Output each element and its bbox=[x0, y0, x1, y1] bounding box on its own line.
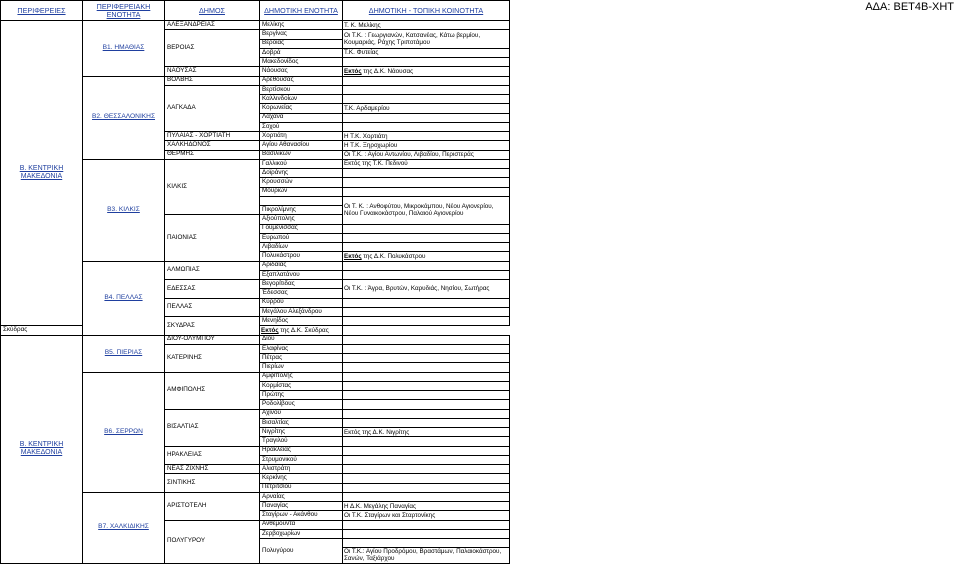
municipal-unit-cell: Γουμένισσας bbox=[260, 224, 343, 233]
header-community: ΔΗΜΟΤΙΚΗ - ΤΟΠΙΚΗ ΚΟΙΝΟΤΗΤΑ bbox=[343, 1, 510, 21]
municipal-unit-cell: Μεγάλου Αλεξάνδρου bbox=[260, 307, 343, 316]
municipal-unit-cell: Σταγίρων - Ακάνθου bbox=[260, 511, 343, 520]
community-cell: Εκτός της Τ.Κ. Πεδινού bbox=[343, 159, 510, 168]
community-cell bbox=[343, 446, 510, 455]
community-cell bbox=[343, 391, 510, 400]
municipality-cell: ΠΥΛΑΙΑΣ - ΧΟΡΤΙΑΤΗ bbox=[165, 132, 260, 141]
municipal-unit-cell: Βερτίσκου bbox=[260, 85, 343, 94]
community-cell: Οι Τ.Κ. : Αγίου Αντωνίου, Λιβαδίου, Περιστεράς bbox=[343, 150, 510, 159]
municipal-unit-cell: Αρεθούσας bbox=[260, 76, 343, 85]
header-regional-unit: ΠΕΡΙΦΕΡΕΙΑΚΗ ΕΝΟΤΗΤΑ bbox=[83, 1, 165, 21]
municipal-unit-cell: Μουριών bbox=[260, 187, 343, 196]
municipal-unit-cell: Ευρωπού bbox=[260, 233, 343, 242]
header-municipality: ΔΗΜΟΣ bbox=[165, 1, 260, 21]
municipal-unit-cell: Νιγρίτης bbox=[260, 428, 343, 437]
municipality-cell: ΑΛΜΩΠΙΑΣ bbox=[165, 261, 260, 280]
community-cell bbox=[343, 492, 510, 501]
municipal-unit-cell: Μενηίδος bbox=[260, 317, 343, 326]
community-cell bbox=[343, 113, 510, 122]
community-cell bbox=[343, 67, 510, 76]
municipality-cell: ΧΑΛΚΗΔΟΝΟΣ bbox=[165, 141, 260, 150]
community-cell bbox=[343, 372, 510, 381]
municipal-unit-cell: Ανθεμούντα bbox=[260, 520, 343, 529]
community-cell bbox=[343, 252, 510, 261]
community-cell bbox=[343, 520, 510, 529]
municipal-unit-cell: Ροδολίβους bbox=[260, 400, 343, 409]
municipality-cell: ΒΙΣΑΛΤΙΑΣ bbox=[165, 409, 260, 446]
municipal-unit-cell: Αγίου Αθανασίου bbox=[260, 141, 343, 150]
municipal-unit-cell: Βεργίνας bbox=[260, 30, 343, 39]
unit-cell: Β2. ΘΕΣΣΑΛΟΝΙΚΗΣ bbox=[83, 76, 165, 159]
community-note: της Δ.Κ. Νάουσας bbox=[363, 67, 414, 75]
community-cell bbox=[343, 483, 510, 492]
community-cell bbox=[343, 418, 510, 427]
community-cell bbox=[343, 354, 510, 363]
community-cell: Οι Τ.Κ.: Αγίου Προδρόμου, Βραστάμων, Παλαιοκάστρου, Σανών, Ταξιάρχου bbox=[343, 548, 510, 563]
municipality-cell: ΒΕΡΟΙΑΣ bbox=[165, 30, 260, 67]
municipality-cell: ΠΕΛΛΑΣ bbox=[165, 298, 260, 317]
community-cell bbox=[343, 409, 510, 418]
municipal-unit-cell: Κύρρου bbox=[260, 298, 343, 307]
municipal-unit-cell: Λαχανά bbox=[260, 113, 343, 122]
municipal-unit-cell: Μακεδονίδος bbox=[260, 58, 343, 67]
municipal-unit-cell: Καλλινδοίων bbox=[260, 95, 343, 104]
community-cell bbox=[343, 169, 510, 178]
community-cell bbox=[343, 224, 510, 233]
community-cell: Η Τ.Κ. Χορτιάτη bbox=[343, 132, 510, 141]
community-cell bbox=[343, 437, 510, 446]
municipal-unit-cell: Βεγορίτιδας bbox=[260, 280, 343, 289]
municipal-unit-cell: Δοβρά bbox=[260, 48, 343, 57]
community-cell bbox=[343, 270, 510, 279]
region-cell: Β. ΚΕΝΤΡΙΚΗ ΜΑΚΕΔΟΝΙΑ bbox=[1, 21, 83, 326]
municipality-cell: ΠΟΛΥΓΥΡΟΥ bbox=[165, 520, 260, 563]
community-cell bbox=[343, 261, 510, 270]
municipality-cell: ΛΑΓΚΑΔΑ bbox=[165, 85, 260, 131]
municipal-unit-cell: Μελίκης bbox=[260, 21, 343, 30]
community-cell bbox=[343, 58, 510, 67]
community-cell bbox=[343, 187, 510, 196]
municipal-unit-cell: Κερκίνης bbox=[260, 474, 343, 483]
ada-code: ΑΔΑ: ΒΕΤ4Β-ΧΗΤ bbox=[865, 1, 954, 13]
community-cell bbox=[343, 95, 510, 104]
municipality-cell: ΑΡΙΣΤΟΤΕΛΗ bbox=[165, 492, 260, 520]
municipal-unit-cell: Τραγιλού bbox=[260, 437, 343, 446]
municipal-unit-cell: Πέτρας bbox=[260, 354, 343, 363]
except-label: Εκτός bbox=[344, 252, 362, 260]
municipal-unit-cell: Κρουσσών bbox=[260, 178, 343, 187]
community-cell: Εκτός της Δ.Κ. Νιγρίτης bbox=[343, 428, 510, 437]
municipality-cell: ΗΡΑΚΛΕΙΑΣ bbox=[165, 446, 260, 465]
municipal-unit-cell: Χορτιάτη bbox=[260, 132, 343, 141]
municipal-unit-cell: Αχινού bbox=[260, 409, 343, 418]
municipality-cell: ΣΙΝΤΙΚΗΣ bbox=[165, 474, 260, 493]
municipality-cell: ΚΑΤΕΡΙΝΗΣ bbox=[165, 344, 260, 372]
municipal-unit-cell: Πολυκάστρου bbox=[260, 252, 343, 261]
community-cell: Η Δ.Κ. Μεγάλης Παναγίας bbox=[343, 502, 510, 511]
municipal-unit-cell bbox=[260, 196, 343, 205]
community-cell bbox=[343, 243, 510, 252]
municipal-unit-cell: Πετριτσίου bbox=[260, 483, 343, 492]
community-cell bbox=[343, 363, 510, 372]
community-cell bbox=[343, 307, 510, 316]
community-note: της Δ.Κ. Σκύδρας bbox=[280, 326, 329, 334]
municipal-unit-cell: Σοχού bbox=[260, 122, 343, 131]
municipal-unit-cell: Αμφίπολης bbox=[260, 372, 343, 381]
community-cell: Τ. Κ. Μελίκης bbox=[343, 21, 510, 30]
community-cell: Η Τ.Κ. Ξηροχωρίου bbox=[343, 141, 510, 150]
community-cell bbox=[343, 76, 510, 85]
community-cell bbox=[343, 335, 510, 344]
unit-cell: Β5. ΠΙΕΡΙΑΣ bbox=[83, 335, 165, 372]
community-cell bbox=[343, 122, 510, 131]
table-row bbox=[1, 21, 510, 30]
community-cell bbox=[343, 455, 510, 464]
table-row bbox=[1, 335, 510, 344]
unit-cell: Β3. ΚΙΛΚΙΣ bbox=[83, 159, 165, 261]
municipal-unit-cell: Δοϊράνης bbox=[260, 169, 343, 178]
community-cell bbox=[343, 400, 510, 409]
municipal-unit-cell: Πρώτης bbox=[260, 391, 343, 400]
municipal-unit-cell: Εξαπλατάνου bbox=[260, 270, 343, 279]
community-cell bbox=[343, 344, 510, 353]
community-cell bbox=[260, 326, 343, 335]
unit-cell: Β7. ΧΑΛΚΙΔΙΚΗΣ bbox=[83, 492, 165, 563]
community-cell: Τ.Κ. Αρδαμερίου bbox=[343, 104, 510, 113]
community-cell bbox=[343, 85, 510, 94]
municipality-cell: ΣΚΥΔΡΑΣ bbox=[165, 317, 260, 336]
municipal-unit-cell: Κορμίστας bbox=[260, 381, 343, 390]
municipal-unit-cell: Βισαλτίας bbox=[260, 418, 343, 427]
community-cell: Οι Τ. Κ. : Ανθοφύτου, Μικροκάμπου, Νέου Αγιονερίου, Νέου Γυναικοκάστρου, Παλαιού Αγιονερίου bbox=[343, 196, 510, 224]
municipality-cell: ΝΕΑΣ ΖΙΧΝΗΣ bbox=[165, 465, 260, 474]
municipal-unit-cell: Στρυμονικού bbox=[260, 455, 343, 464]
community-cell bbox=[343, 381, 510, 390]
municipal-unit-cell: Ζερβοχωρίων bbox=[260, 529, 343, 538]
municipal-unit-cell: Αξιούπολης bbox=[260, 215, 343, 224]
community-cell: Οι Τ.Κ. Σταγίρων και Σταρτονίκης bbox=[343, 511, 510, 520]
municipal-unit-cell: Πιερίων bbox=[260, 363, 343, 372]
except-label: Εκτός bbox=[261, 326, 279, 334]
municipal-unit-cell: Σκύδρας bbox=[1, 326, 83, 335]
header-row bbox=[1, 1, 510, 21]
unit-cell: Β1. ΗΜΑΘΙΑΣ bbox=[83, 21, 165, 77]
municipality-cell: ΚΙΛΚΙΣ bbox=[165, 159, 260, 215]
municipal-unit-cell: Αλιστράτη bbox=[260, 465, 343, 474]
municipal-unit-cell: Βέροιας bbox=[260, 39, 343, 48]
community-cell bbox=[343, 298, 510, 307]
municipality-cell: ΘΕΡΜΗΣ bbox=[165, 150, 260, 159]
municipality-cell: ΠΑΙΟΝΙΑΣ bbox=[165, 215, 260, 261]
municipality-cell: ΔΙΟΥ-ΟΛΥΜΠΟΥ bbox=[165, 335, 260, 344]
municipal-unit-cell: Δίου bbox=[260, 335, 343, 344]
unit-cell: Β4. ΠΕΛΛΑΣ bbox=[83, 261, 165, 335]
municipal-unit-cell: Έδεσσας bbox=[260, 289, 343, 298]
header-regions: ΠΕΡΙΦΕΡΕΙΕΣ bbox=[1, 1, 83, 21]
municipal-unit-cell: Αριδαίας bbox=[260, 261, 343, 270]
municipality-cell: ΕΔΕΣΣΑΣ bbox=[165, 280, 260, 299]
community-cell: Οι Τ.Κ. : Άγρα, Βρυτών, Καρυδιάς, Νησίου, Σωτήρας bbox=[343, 280, 510, 299]
unit-cell: Β6. ΣΕΡΡΩΝ bbox=[83, 372, 165, 492]
region-cell: Β. ΚΕΝΤΡΙΚΗ ΜΑΚΕΔΟΝΙΑ bbox=[1, 335, 83, 563]
header-municipal-unit: ΔΗΜΟΤΙΚΗ ΕΝΟΤΗΤΑ bbox=[260, 1, 343, 21]
community-cell bbox=[343, 539, 510, 548]
municipal-unit-cell: Κορωνείας bbox=[260, 104, 343, 113]
municipal-unit-cell: Ηράκλειας bbox=[260, 446, 343, 455]
community-cell bbox=[343, 233, 510, 242]
community-cell bbox=[343, 465, 510, 474]
municipal-unit-cell: Πικρολίμνης bbox=[260, 206, 343, 215]
municipal-unit-cell: Νάουσας bbox=[260, 67, 343, 76]
municipality-cell: ΒΟΛΒΗΣ bbox=[165, 76, 260, 85]
municipal-unit-cell: Αρναίας bbox=[260, 492, 343, 501]
municipal-unit-cell: Παναγίας bbox=[260, 502, 343, 511]
community-note: της Δ.Κ. Πολυκάστρου bbox=[363, 252, 426, 260]
municipality-cell: ΑΛΕΞΑΝΔΡΕΙΑΣ bbox=[165, 21, 260, 30]
municipal-unit-cell: Ελαφίνας bbox=[260, 344, 343, 353]
community-cell bbox=[343, 178, 510, 187]
community-cell: Οι Τ.Κ. : Γεωργιανών, Κατσανέας, Κάτω βερμίου, Κουμαριάς, Ράχης Τριποτάμου bbox=[343, 30, 510, 49]
municipal-unit-cell: Λιβαδίων bbox=[260, 243, 343, 252]
municipal-unit-cell: Βασιλικών bbox=[260, 150, 343, 159]
municipal-unit-cell: Γαλλικού bbox=[260, 159, 343, 168]
except-label: Εκτός bbox=[344, 67, 362, 75]
community-cell: Τ.Κ. Φυτείας bbox=[343, 48, 510, 57]
municipality-cell: ΝΑΟΥΣΑΣ bbox=[165, 67, 260, 76]
community-cell bbox=[343, 317, 510, 326]
municipality-cell: ΑΜΦΙΠΟΛΗΣ bbox=[165, 372, 260, 409]
community-cell bbox=[343, 474, 510, 483]
community-cell bbox=[343, 529, 510, 538]
municipal-unit-cell: Πολυγύρου bbox=[260, 539, 343, 564]
